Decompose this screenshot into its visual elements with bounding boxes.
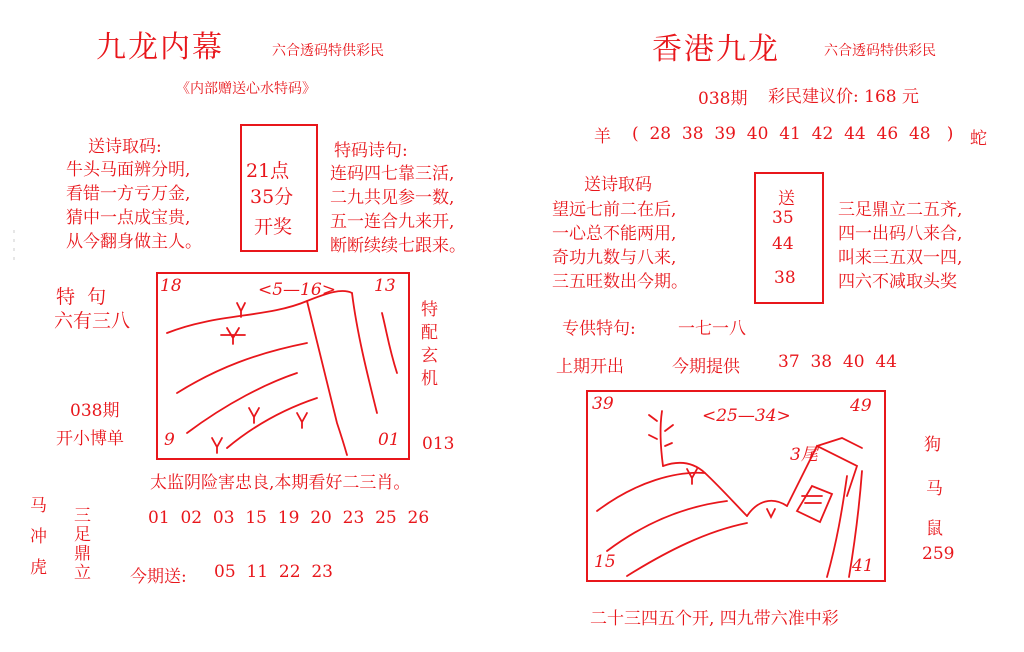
right-poem-line-3: 奇功九数与八来, [552, 248, 677, 268]
right-bottom-line: 二十三四五个开, 四九带六准中彩 [590, 609, 839, 629]
left-three-legs-vertical: 三足鼎立 [70, 506, 90, 582]
left-picture-num-bl: 9 [164, 430, 175, 450]
left-poem2-line-2: 二九共见参一数, [330, 188, 455, 208]
right-special-label: 专供特句: [562, 319, 636, 339]
right-picture-num-top: <25—34> [702, 406, 791, 426]
right-zodiac-end: 蛇 [970, 129, 987, 149]
right-subtitle: 六合透码特供彩民 [824, 43, 936, 59]
right-picture-num-bl: 15 [594, 552, 616, 572]
right-poem2-line-3: 叫来三五双一四, [838, 248, 963, 268]
right-picture-num-tr: 49 [850, 396, 872, 416]
left-picture-num-tr: 13 [374, 276, 396, 296]
left-issue: 038期 [70, 401, 120, 421]
right-zodiac-dog: 狗 [924, 435, 941, 455]
left-poem [66, 158, 202, 254]
left-poem-line-3: 猜中一点成宝贵, [66, 208, 191, 228]
right-poem-line-1: 望远七前二在后, [552, 200, 677, 220]
left-numbers-row: 01 02 03 15 19 20 23 25 26 [148, 508, 430, 528]
left-zodiac-vertical: 马冲虎 [26, 496, 46, 589]
right-poem2-line-4: 四六不减取头奖 [838, 272, 957, 292]
left-picture-num-top: <5—16> [258, 280, 336, 300]
right-zodiac-numbers: ( 28 38 39 40 41 42 44 46 48 ) [632, 124, 954, 144]
draw-time-minute: 35分 [250, 186, 294, 208]
left-issue-hint: 开小博单 [56, 429, 124, 449]
left-special-text: 六有三八 [54, 310, 131, 332]
left-picture-num-tl: 18 [160, 276, 182, 296]
left-today-label: 今期送: [130, 567, 187, 587]
right-title: 香港九龙 [652, 32, 780, 67]
left-poem-heading: 送诗取码: [88, 137, 162, 157]
right-poem-line-2: 一心总不能两用, [552, 224, 677, 244]
left-today-numbers: 05 11 22 23 [214, 562, 333, 582]
right-picture-num-br: 41 [852, 556, 874, 576]
send-box-num-1: 35 [772, 208, 794, 228]
left-picture-num-br: 01 [378, 430, 400, 450]
left-side-code: 013 [422, 434, 455, 454]
left-title: 九龙内幕 [96, 30, 224, 65]
right-poem-line-4: 三五旺数出今期。 [552, 272, 688, 292]
left-subtitle: 六合透码特供彩民 [272, 43, 384, 59]
right-picture-tail: 3尾 [790, 445, 818, 465]
right-price: 彩民建议价: 168 元 [768, 87, 919, 107]
left-poem2 [330, 162, 466, 258]
send-box-num-3: 38 [774, 268, 796, 288]
right-poem [552, 198, 688, 294]
left-poem2-line-1: 连码四七靠三活, [330, 164, 455, 184]
left-special-heading: 特 句 [56, 286, 107, 308]
panel-divider [8, 230, 38, 650]
left-poem2-line-3: 五一连合九来开, [330, 212, 455, 232]
right-provide-label: 今期提供 [672, 357, 740, 377]
right-poem2-line-2: 四一出码八来合, [838, 224, 963, 244]
right-picture-num-tl: 39 [592, 394, 614, 414]
right-zodiac-horse: 马 [926, 479, 943, 499]
left-poem2-heading: 特码诗句: [334, 141, 408, 161]
right-poem-heading: 送诗取码 [584, 175, 652, 195]
draw-time-hour: 21点 [246, 160, 290, 182]
right-issue: 038期 [698, 89, 748, 109]
right-special-text: 一七一八 [678, 319, 746, 339]
send-box-num-2: 44 [772, 234, 794, 254]
left-poem2-line-4: 断断续续七跟来。 [330, 236, 466, 256]
left-hand-drawn-picture [157, 273, 407, 457]
draw-time-label: 开奖 [254, 216, 293, 238]
left-poem-line-4: 从今翻身做主人。 [66, 232, 202, 252]
left-verse: 太监阴险害忠良,本期看好二三肖。 [150, 473, 411, 493]
left-tagline: 《内部赠送心水特码》 [176, 81, 316, 97]
send-box-label: 送 [778, 189, 795, 209]
right-side-code: 259 [922, 544, 955, 564]
right-last-label: 上期开出 [556, 357, 624, 377]
right-zodiac-start: 羊 [594, 127, 611, 147]
left-poem-line-2: 看错一方亏万金, [66, 184, 191, 204]
left-side-vertical: 特配玄机 [417, 300, 437, 392]
right-zodiac-rat: 鼠 [926, 519, 943, 539]
right-poem2-line-1: 三足鼎立二五齐, [838, 200, 963, 220]
left-poem-line-1: 牛头马面辨分明, [66, 160, 191, 180]
right-poem2 [838, 198, 962, 294]
right-provide-numbers: 37 38 40 44 [778, 352, 897, 372]
